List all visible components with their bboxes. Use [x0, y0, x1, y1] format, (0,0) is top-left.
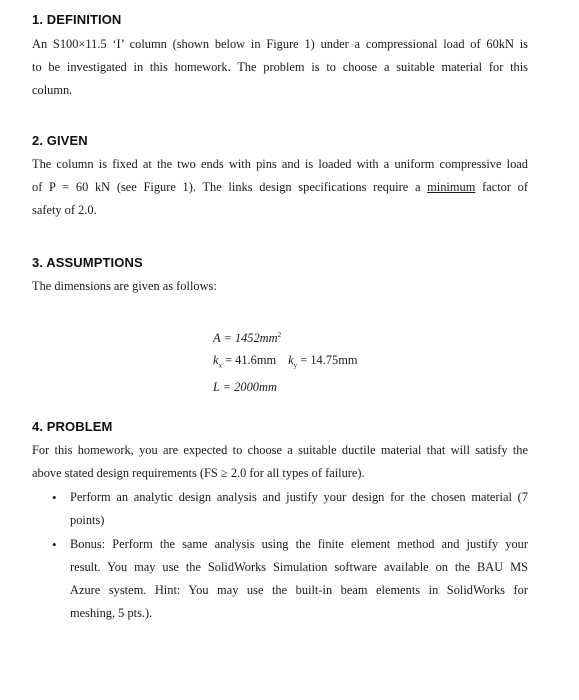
paragraph-line: above stated design requirements (FS ≥ 2.0 for all types of failure). — [32, 466, 365, 480]
task-list — [32, 486, 528, 625]
bullet-icon: • — [52, 537, 57, 552]
paragraph-line: safety of 2.0. — [32, 203, 97, 217]
equation-length — [213, 377, 358, 399]
paragraph-line: column. — [32, 83, 73, 97]
bullet-icon: • — [52, 490, 57, 505]
list-item-line: Azure system. Hint: You may use the built-in beam elements in SolidWorks for — [70, 583, 528, 597]
paragraph-line: The column is fixed at the two ends with pins and is loaded with a uniform compressive load — [32, 157, 528, 171]
list-item-line: points) — [70, 513, 105, 527]
list-item-line: Bonus: Perform the same analysis using the finite element method and justify your — [70, 537, 528, 551]
section-heading-definition: 1. DEFINITION — [32, 12, 122, 27]
paragraph-line — [32, 176, 528, 199]
list-item-line: meshing, 5 pts.). — [70, 606, 153, 620]
equation-block — [213, 325, 358, 398]
given-text-end: factor of — [475, 180, 528, 194]
minimum-underlined: minimum — [427, 180, 476, 194]
ky-symbol: k — [288, 352, 294, 367]
area-exponent: 2 — [277, 331, 282, 339]
section-heading-problem: 4. PROBLEM — [32, 419, 113, 434]
kx-symbol: k — [213, 352, 219, 367]
paragraph-line: For this homework, you are expected to choose a suitable ductile material that will satisfy the — [32, 443, 528, 457]
list-item — [32, 486, 528, 532]
given-text: of P = 60 kN (see Figure 1). The links design specifications require a — [32, 180, 428, 194]
paragraph-line: The dimensions are given as follows: — [32, 279, 217, 293]
given-paragraph — [32, 153, 528, 222]
equation-radii — [213, 350, 358, 377]
kx-subscript: x — [218, 361, 222, 370]
problem-paragraph — [32, 439, 528, 485]
ky-subscript: y — [293, 361, 298, 370]
paragraph-line: An S100×11.5 ‘I’ column (shown below in Figure 1) under a compressional load of 60kN is — [32, 37, 528, 51]
definition-paragraph — [32, 33, 528, 102]
assumptions-paragraph — [32, 275, 528, 298]
paragraph-line: to be investigated in this homework. The problem is to choose a suitable material for this — [32, 60, 528, 74]
kx-value: = 41.6mm — [222, 352, 277, 367]
length-expr: L = 2000mm — [213, 379, 277, 394]
equation-area — [213, 325, 358, 350]
list-item-line: Perform an analytic design analysis and justify your design for the chosen material (7 — [70, 490, 528, 504]
list-item — [32, 533, 528, 625]
area-expr: A = 1452mm — [213, 331, 278, 346]
section-heading-assumptions: 3. ASSUMPTIONS — [32, 255, 143, 270]
section-heading-given: 2. GIVEN — [32, 133, 88, 148]
list-item-line: result. You may use the SolidWorks Simulation software available on the BAU MS — [70, 560, 528, 574]
ky-value: = 14.75mm — [297, 352, 358, 367]
